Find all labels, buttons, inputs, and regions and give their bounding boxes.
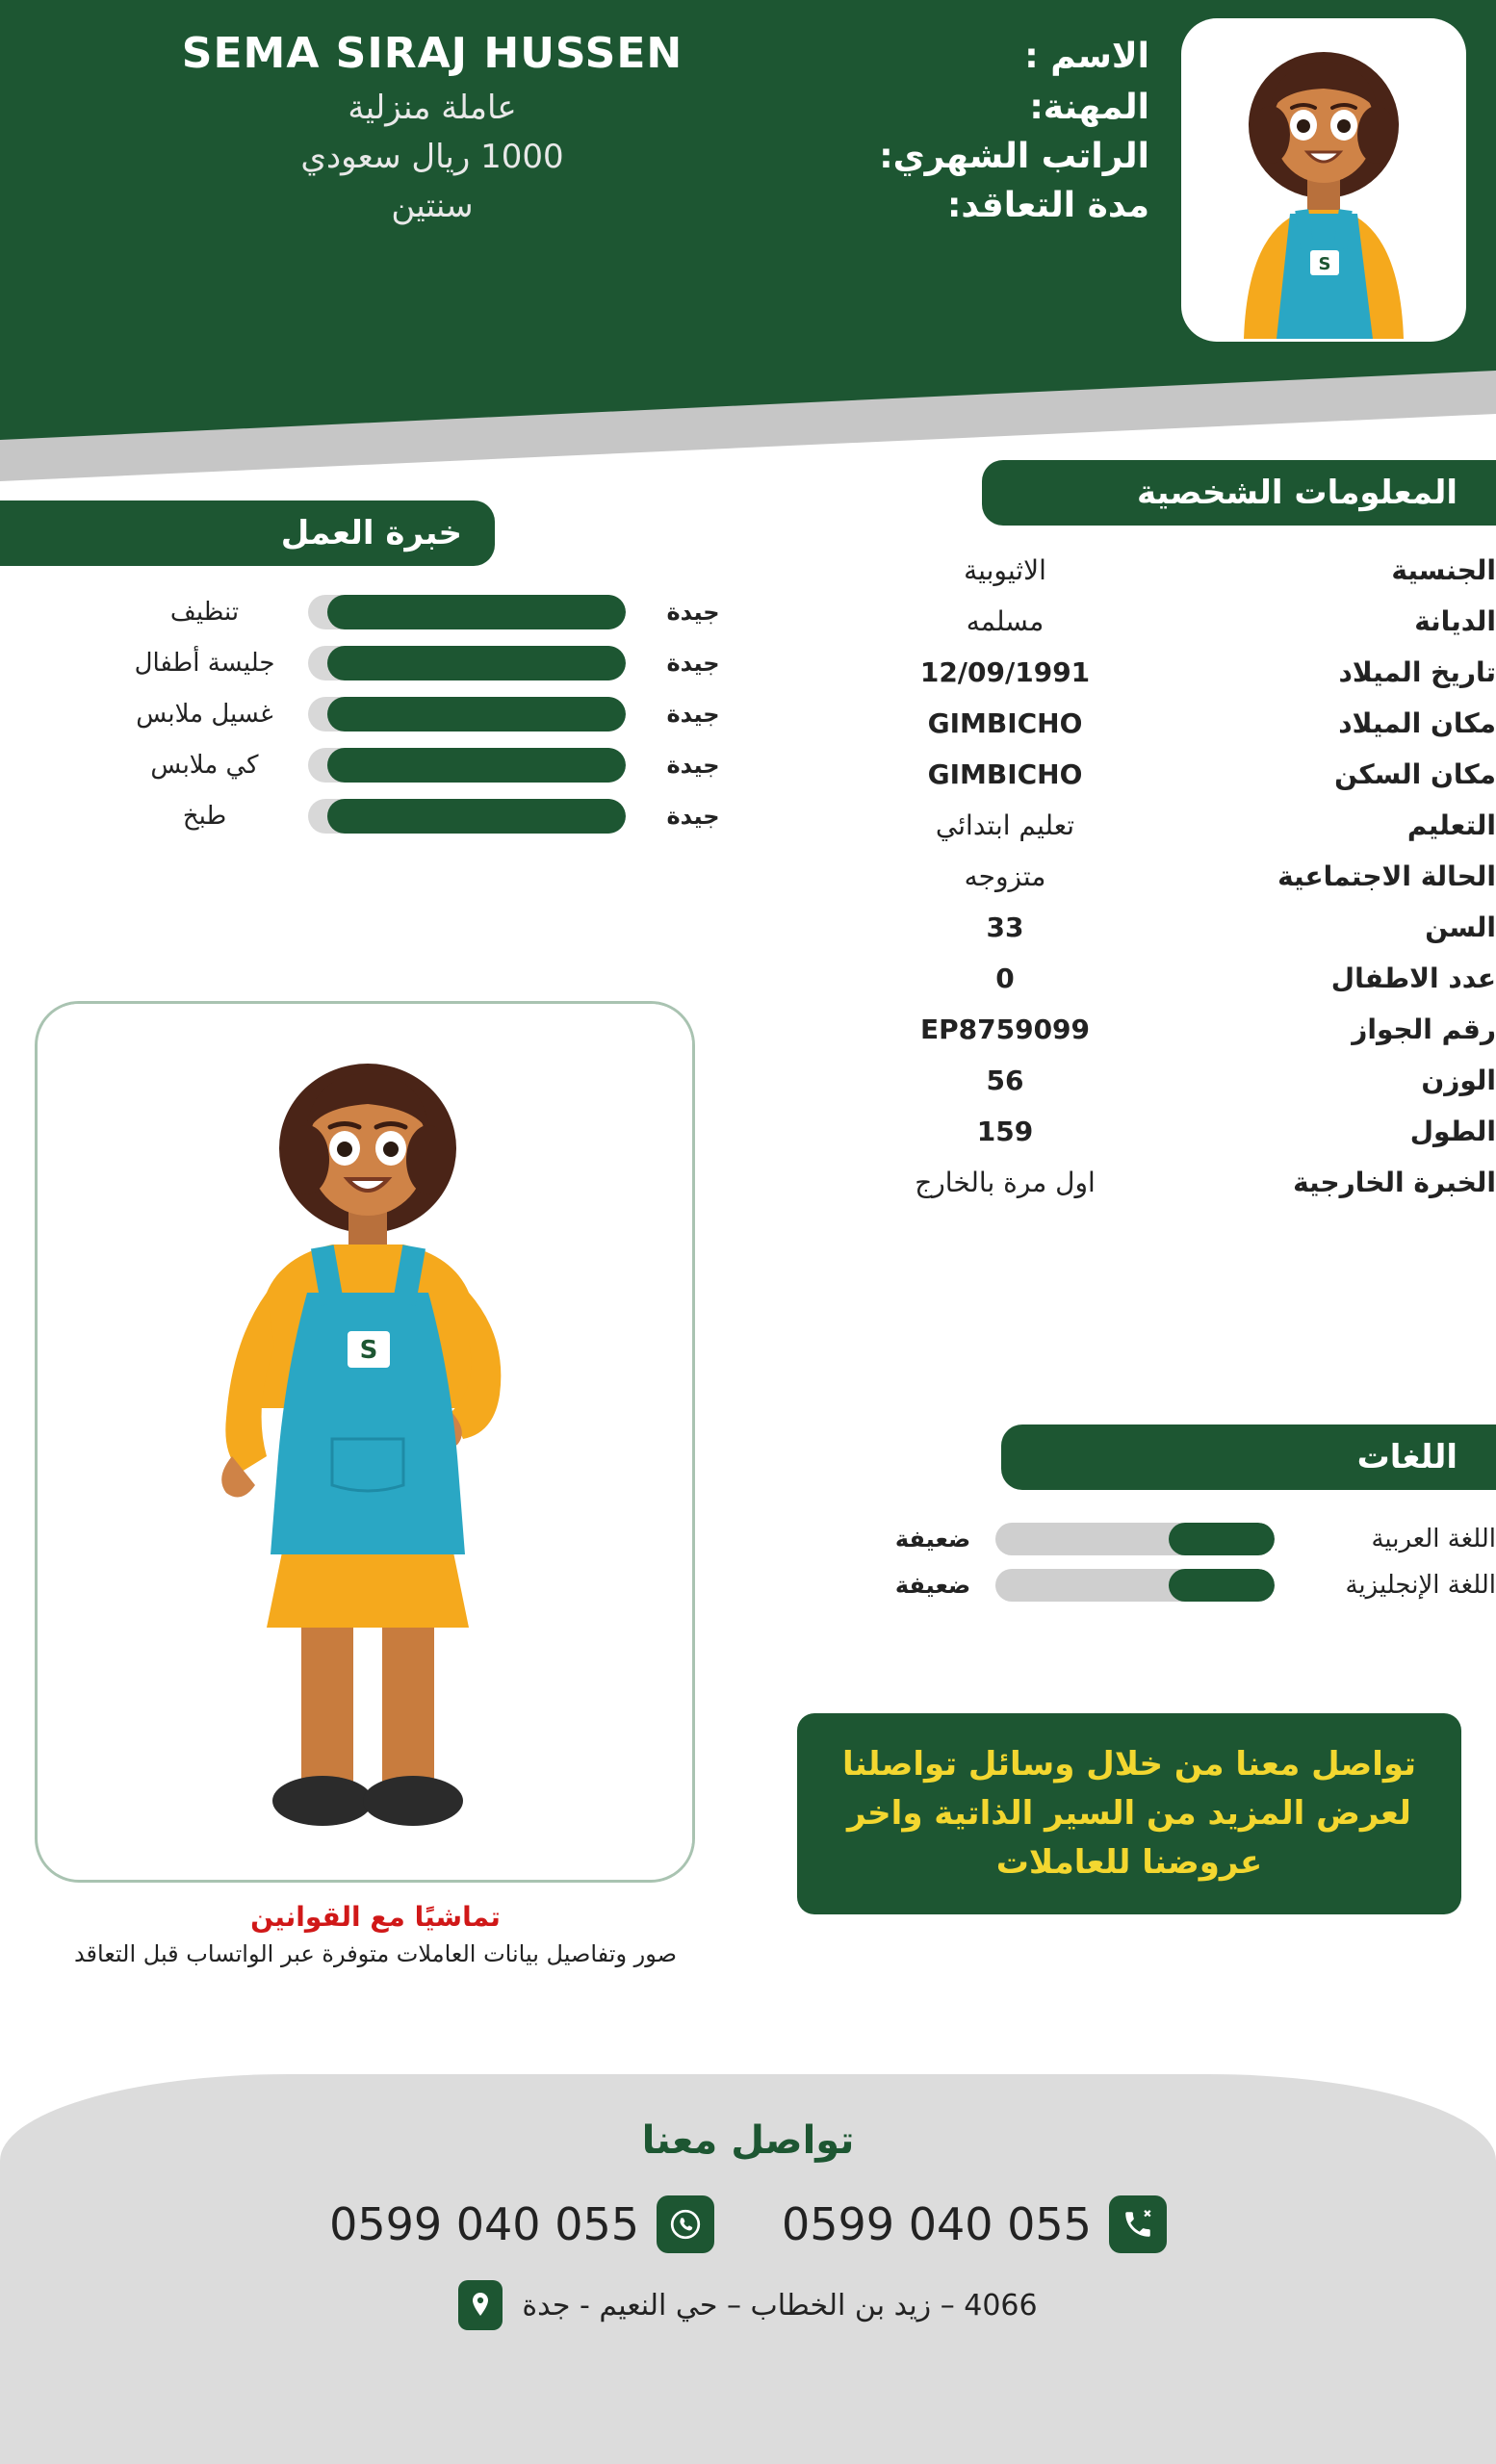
info-label: الجنسية [1391,554,1496,586]
footer [0,2074,1496,2464]
list-item [39,799,761,834]
phone-number: 0599 040 055 [782,2198,1092,2250]
header-field-value: سنتين [391,187,474,225]
personal-info-table [755,554,1496,1198]
table-row [793,1014,1496,1045]
skill-level-bar [308,748,626,783]
header-field-row [33,88,1149,127]
info-value: 0 [995,962,1015,994]
skill-level-fill [327,595,626,629]
skill-level-bar [308,799,626,834]
info-label: عدد الاطفال [1330,962,1496,994]
info-value: 159 [976,1116,1034,1147]
address-row [0,2280,1496,2330]
location-pin-icon [458,2280,503,2330]
skill-name: غسيل ملابس [136,700,273,729]
table-row [793,809,1496,841]
header-field-row [33,137,1149,176]
whatsapp-number: 0599 040 055 [329,2198,639,2250]
header-fields [33,29,1149,235]
full-body-illustration [43,1004,692,1874]
info-value: الاثيوبية [964,554,1046,586]
svg-text:S: S [1318,254,1331,274]
header-field-row [33,186,1149,225]
list-item [39,646,761,680]
language-level-label: ضعيفة [894,1572,971,1599]
promo-box [797,1713,1461,1914]
table-row [793,962,1496,994]
info-label: الخبرة الخارجية [1293,1167,1496,1198]
portrait-illustration [1184,21,1463,339]
skill-name: كي ملابس [150,751,259,780]
skill-level-fill [327,646,626,680]
svg-text:S: S [359,1336,378,1365]
skill-level-label: جيدة [666,803,720,830]
table-row [793,911,1496,943]
language-level-fill [1169,1569,1275,1602]
work-experience-title: خبرة العمل [0,500,495,566]
list-item [39,697,761,732]
table-row [793,605,1496,637]
language-name: اللغة الإنجليزية [1345,1571,1496,1600]
address-text: 4066 – زيد بن الخطاب – حي النعيم - جدة [522,2288,1038,2323]
footer-title: تواصل معنا [641,2118,855,2163]
header-field-label: المهنة: [1029,88,1149,127]
skill-level-fill [327,697,626,732]
info-value: 56 [986,1065,1024,1096]
skill-level-bar [308,697,626,732]
list-item [789,1569,1496,1602]
header-field-label: الاسم : [1024,37,1149,76]
legal-note-text: صور وتفاصيل بيانات العاملات متوفرة عبر الواتساب قبل التعاقد [73,1940,678,1967]
work-experience-title-wrap [0,500,780,566]
header-banner [0,0,1496,380]
skill-level-label: جيدة [666,650,720,677]
header-field-row [33,29,1149,78]
work-experience-section [0,500,780,850]
header-inner [0,0,1496,380]
info-value: GIMBICHO [927,758,1083,790]
skill-level-fill [327,799,626,834]
header-field-label: الراتب الشهري: [879,137,1149,176]
footer-contacts [0,2195,1496,2253]
info-label: مكان الميلاد [1338,707,1496,739]
header-field-value: عاملة منزلية [348,89,517,127]
full-body-photo [35,1001,695,1883]
language-level-label: ضعيفة [894,1526,971,1553]
list-item [39,595,761,629]
info-value: اول مرة بالخارج [915,1167,1096,1198]
languages-title-wrap [755,1424,1496,1490]
table-row [793,656,1496,688]
info-label: الطول [1409,1116,1496,1147]
languages-section [755,1424,1496,1615]
personal-info-section [755,460,1496,1218]
info-label: الديانة [1414,605,1496,637]
info-value: مسلمه [966,605,1045,637]
info-value: 33 [986,911,1024,943]
header-field-value: 1000 ريال سعودي [300,138,564,176]
skill-level-label: جيدة [666,752,720,779]
info-value: EP8759099 [919,1014,1091,1045]
info-value: متزوجه [964,860,1046,892]
info-value: 12/09/1991 [919,656,1091,688]
info-label: الحالة الاجتماعية [1277,860,1496,892]
info-value: GIMBICHO [927,707,1083,739]
skill-name: جليسة أطفال [134,649,275,678]
info-value: تعليم ابتدائي [935,809,1075,841]
language-level-fill [1169,1523,1275,1555]
header-field-value-name: SEMA SIRAJ HUSSEN [181,29,684,78]
personal-info-title: المعلومات الشخصية [982,460,1496,526]
info-label: رقم الجواز [1352,1014,1496,1045]
legal-note-title: تماشيًا مع القوانين [250,1901,501,1933]
work-experience-rows [0,595,780,834]
info-label: الوزن [1421,1065,1496,1096]
table-row [793,860,1496,892]
header-field-label: مدة التعاقد: [946,186,1149,225]
whatsapp-icon [657,2195,714,2253]
language-level-bar [995,1523,1275,1555]
phone-contact[interactable] [782,2195,1167,2253]
info-label: التعليم [1406,809,1496,841]
language-name: اللغة العربية [1371,1525,1496,1553]
skill-name: تنظيف [169,598,240,627]
skill-name: طبخ [182,802,227,831]
language-level-bar [995,1569,1275,1602]
languages-title: اللغات [1001,1424,1496,1490]
skill-level-bar [308,595,626,629]
table-row [793,758,1496,790]
skill-level-label: جيدة [666,701,720,728]
personal-info-title-wrap [755,460,1496,526]
info-label: مكان السكن [1334,758,1496,790]
languages-rows [755,1523,1496,1602]
whatsapp-contact[interactable] [329,2195,714,2253]
table-row [793,1065,1496,1096]
table-row [793,1167,1496,1198]
legal-note [10,1901,741,1967]
skill-level-label: جيدة [666,599,720,626]
skill-level-fill [327,748,626,783]
info-label: السن [1425,911,1496,943]
list-item [39,748,761,783]
table-row [793,1116,1496,1147]
info-label: تاريخ الميلاد [1338,656,1496,688]
list-item [789,1523,1496,1555]
table-row [793,554,1496,586]
avatar [1184,21,1463,339]
skill-level-bar [308,646,626,680]
phone-icon [1109,2195,1167,2253]
table-row [793,707,1496,739]
promo-text: تواصل معنا من خلال وسائل تواصلنا لعرض المزيد من السير الذاتية واخر عروضنا للعاملات [841,1745,1417,1882]
